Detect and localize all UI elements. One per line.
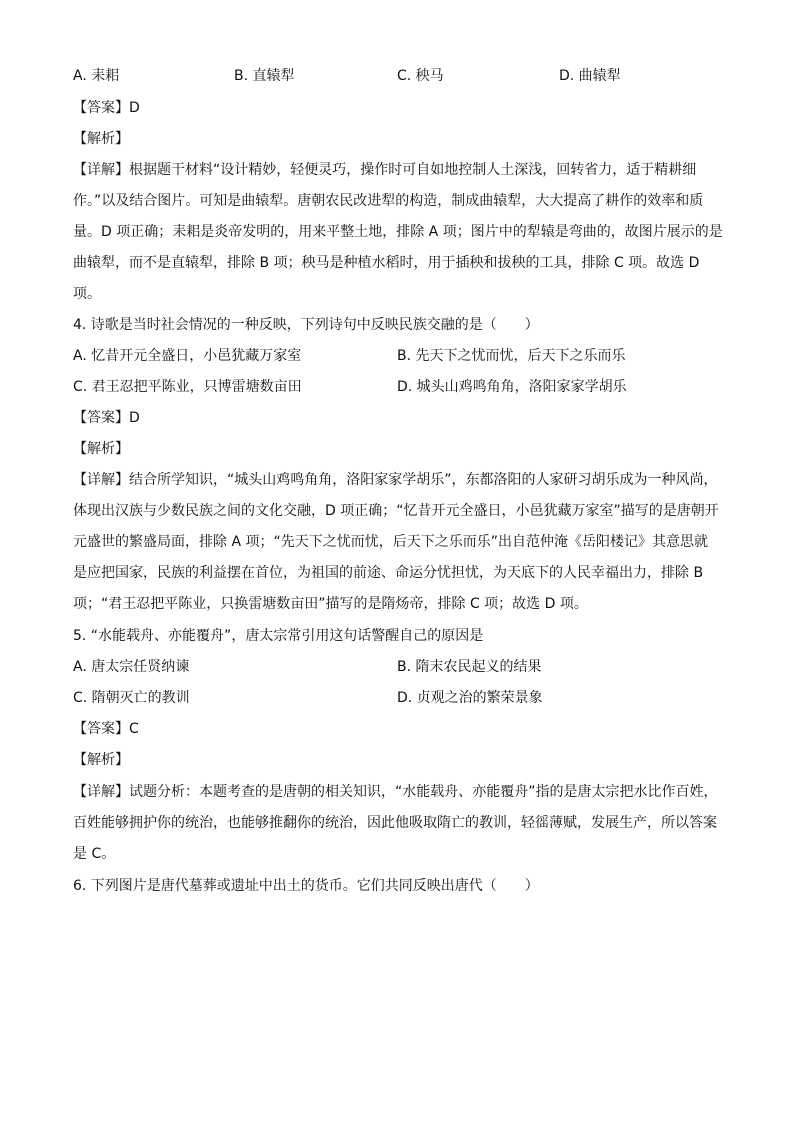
q3-option-c[interactable]: C. 秧马 [397,68,444,84]
q3-option-d[interactable]: D. 曲辕犁 [559,68,621,84]
q5-option-a[interactable]: A. 唐太宗任贤纳谏 [73,659,190,675]
q4-detail-line: 是应把国家，民族的利益摆在首位，为祖国的前途、命运分忧担忧，为天底下的人民幸福出力，排除 B [73,565,704,581]
q6-stem: 6. 下列图片是唐代墓葬或遗址中出土的货币。它们共同反映出唐代（ ） [73,878,539,894]
q5-analysis-label: 【解析】 [73,752,129,768]
q4-option-c[interactable]: C. 君王忍把平陈业，只博雷塘数亩田 [73,379,302,395]
q4-detail-line: 体现出汉族与少数民族之间的文化交融，D 项正确；“忆昔开元全盛日，小邑犹藏万家室”描写的是唐朝开 [73,503,719,519]
q5-stem: 5. “水能载舟、亦能覆舟”，唐太宗常引用这句话警醒自己的原因是 [73,628,484,644]
q3-option-a[interactable]: A. 耒耜 [73,68,120,84]
q5-detail-line: 【详解】试题分析：本题考查的是唐朝的相关知识，“水能载舟、亦能覆舟”指的是唐太宗把水比作百姓， [73,784,718,800]
q4-detail-line: 元盛世的繁盛局面，排除 A 项；“先天下之忧而忧，后天下之乐而乐”出自范仲淹《岳阳楼记》其意思就 [73,534,708,550]
q5-detail-line: 是 C。 [73,846,116,862]
q4-analysis-label: 【解析】 [73,441,129,457]
q4-option-d[interactable]: D. 城头山鸡鸣角角，洛阳家家学胡乐 [397,379,627,395]
q5-option-c[interactable]: C. 隋朝灭亡的教训 [73,690,190,706]
q4-option-b[interactable]: B. 先天下之忧而忧，后天下之乐而乐 [397,348,626,364]
q3-detail-line: 曲辕犁，而不是直辕犁，排除 B 项；秧马是种植水稻时，用于插秧和拔秧的工具，排除 C 项。故选 D [73,255,700,271]
q3-detail-line: 作。”以及结合图片。可知是曲辕犁。唐朝农民改进犁的构造，制成曲辕犁，大大提高了耕作的效率和质 [73,193,704,209]
q3-detail-line: 项。 [73,286,101,302]
q4-answer: 【答案】D [73,410,140,426]
q3-detail-line: 量。D 项正确；耒耜是炎帝发明的，用来平整土地，排除 A 项；图片中的犁辕是弯曲的，故图片展示的是 [73,224,723,240]
q5-option-d[interactable]: D. 贞观之治的繁荣景象 [397,690,543,706]
q4-option-a[interactable]: A. 忆昔开元全盛日，小邑犹藏万家室 [73,348,302,364]
q4-stem: 4. 诗歌是当时社会情况的一种反映，下列诗句中反映民族交融的是（ ） [73,317,539,333]
q5-option-b[interactable]: B. 隋末农民起义的结果 [397,659,542,675]
q3-answer: 【答案】D [73,100,140,116]
q3-option-b[interactable]: B. 直辕犁 [234,68,295,84]
q4-detail-line: 【详解】结合所学知识，“城头山鸡鸣角角，洛阳家家学胡乐”，东都洛阳的人家研习胡乐成为一种风尚， [73,472,718,488]
q3-detail-line: 【详解】根据题干材料“设计精妙，轻便灵巧，操作时可自如地控制人土深浅，回转省力，适于精耕细 [73,162,697,178]
q5-answer: 【答案】C [73,721,139,737]
q5-detail-line: 百姓能够拥护你的统治，也能够推翻你的统治，因此他吸取隋亡的教训，轻徭薄赋，发展生产，所以答案 [73,815,717,831]
q4-detail-line: 项；“君王忍把平陈业，只换雷塘数亩田”描写的是隋炀帝，排除 C 项；故选 D 项。 [73,596,588,612]
q3-analysis-label: 【解析】 [73,131,129,147]
